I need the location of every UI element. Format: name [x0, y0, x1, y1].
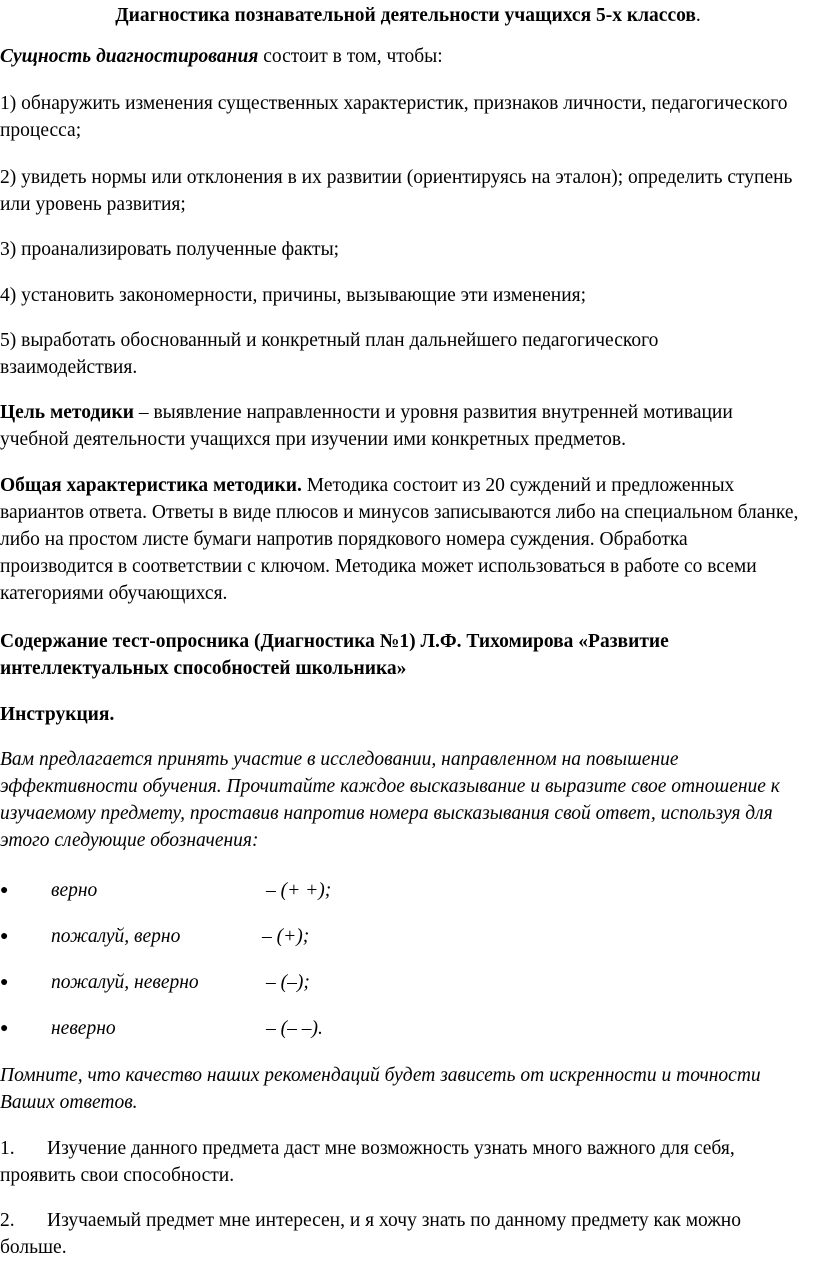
essence-text: состоит в том, чтобы:: [258, 46, 443, 67]
list-item: 2) увидеть нормы или отклонения в их развитии (ориентируясь на эталон); определить ступень или уровень развития;: [0, 167, 793, 215]
instruction-heading: Инструкция.: [0, 704, 115, 725]
general-paragraph: [0, 472, 800, 607]
statement-text: Изучение данного предмета даст мне возможность узнать много важного для себя, проявить свои способности.: [0, 1138, 735, 1186]
general-text: Методика состоит из 20 суждений и предложенных вариантов ответа. Ответы в виде плюсов и минусов записываются либо на специальном бланке, либо на простом листе бумаги напротив порядкового номера суждения. Обработка производится в соответствии с ключом. Методика может использоваться в работе со всеми категориями обучающихся.: [0, 475, 799, 604]
reminder-text: Помните, что качество наших рекомендаций будет зависеть от искренности и точности Ваших ответов.: [0, 1065, 761, 1113]
essence-label: Сущность диагностирования: [0, 46, 259, 67]
list-item: 4) установить закономерности, причины, вызывающие эти изменения;: [0, 285, 587, 306]
bullet-icon: ●: [0, 975, 9, 990]
option-code: – (– –).: [266, 1018, 323, 1039]
answer-option: [0, 923, 800, 950]
option-code: – (+ +);: [266, 880, 332, 901]
content-heading: Содержание тест-опросника (Диагностика №1) Л.Ф. Тихомирова «Развитие интеллектуальных способностей школьника»: [0, 631, 669, 679]
list-item: 5) выработать обоснованный и конкретный план дальнейшего педагогического взаимодействия.: [0, 330, 659, 378]
answer-option: [0, 1015, 800, 1042]
option-label: неверно: [51, 1018, 116, 1039]
statement-text: Изучаемый предмет мне интересен, и я хочу знать по данному предмету как можно больше.: [0, 1210, 741, 1258]
option-label: верно: [51, 880, 98, 901]
option-code: – (+);: [262, 926, 310, 947]
option-label: пожалуй, верно: [51, 926, 181, 947]
title-period: .: [695, 5, 701, 26]
statement-item: [0, 1207, 800, 1261]
general-label: Общая характеристика методики.: [0, 475, 302, 496]
bullet-icon: ●: [0, 929, 9, 944]
statement-number: 1.: [0, 1138, 15, 1159]
goal-paragraph: [0, 399, 800, 453]
goal-label: Цель методики: [0, 402, 134, 423]
goal-text: – выявление направленности и уровня развития внутренней мотивации учебной деятельности учащихся при изучении ими конкретных предметов.: [0, 402, 733, 450]
statement-item: [0, 1135, 800, 1189]
answer-option: [0, 969, 800, 996]
list-item: 1) обнаружить изменения существенных характеристик, признаков личности, педагогического процесса;: [0, 93, 788, 141]
bullet-icon: ●: [0, 1021, 9, 1036]
answer-option: [0, 877, 800, 904]
option-label: пожалуй, неверно: [51, 972, 199, 993]
essence-paragraph: [0, 43, 800, 70]
list-item: 3) проанализировать полученные факты;: [0, 239, 340, 260]
bullet-icon: ●: [0, 883, 9, 898]
instruction-text: Вам предлагается принять участие в исследовании, направленном на повышение эффективности обучения. Прочитайте каждое высказывание и выразите свое отношение к изучаемому предмету, проставив напротив номера высказывания свой ответ, используя для этого следующие обозначения:: [0, 749, 780, 851]
option-code: – (–);: [266, 972, 310, 993]
statement-number: 2.: [0, 1210, 15, 1231]
document-title: [0, 2, 816, 29]
title-text: Диагностика познавательной деятельности учащихся 5-х классов: [115, 5, 696, 26]
